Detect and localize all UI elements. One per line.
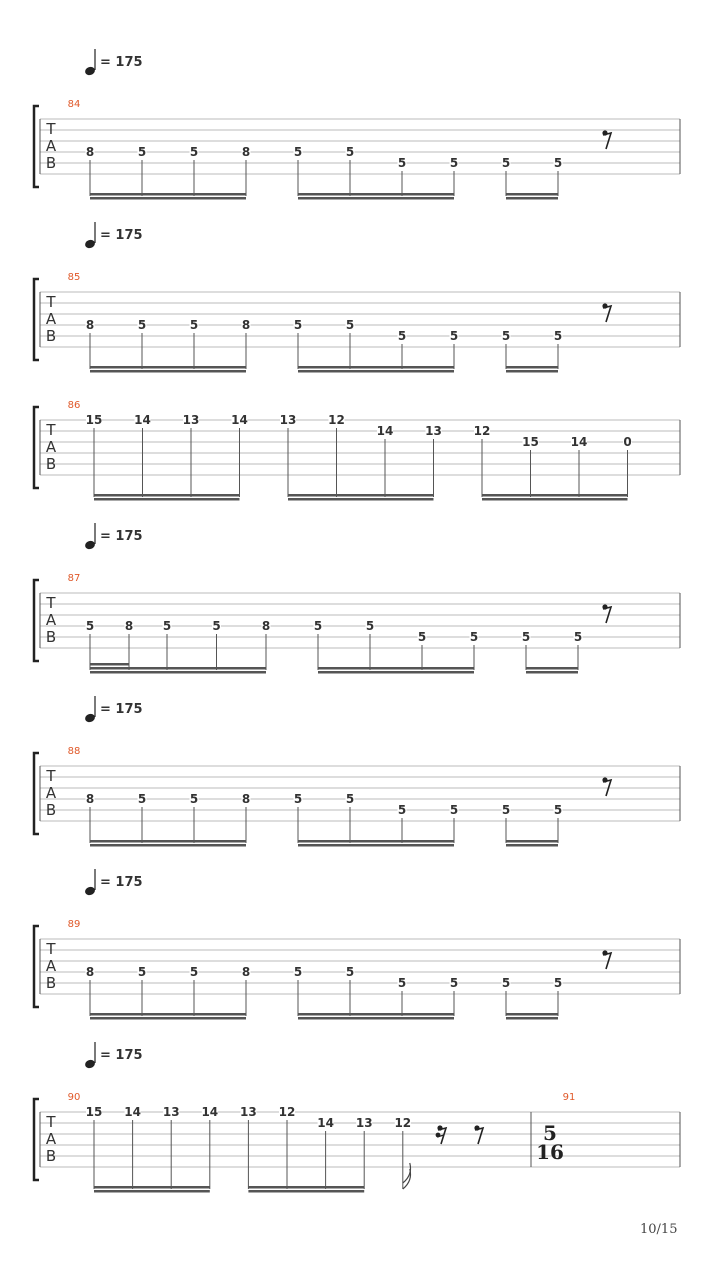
beam-primary xyxy=(94,1186,210,1189)
fret-number: 5 xyxy=(212,619,221,633)
fret-number: 8 xyxy=(85,145,95,159)
beam-secondary xyxy=(506,844,558,847)
beam-secondary xyxy=(90,1017,246,1020)
fret-number: 5 xyxy=(137,145,147,159)
beam-primary xyxy=(288,494,434,497)
fret-number: 12 xyxy=(473,424,491,438)
fret-number: 13 xyxy=(240,1105,257,1119)
measure-number: 91 xyxy=(562,1092,576,1103)
fret-number: 5 xyxy=(189,318,199,332)
fret-number: 5 xyxy=(501,156,511,170)
tab-clef-t: T xyxy=(46,120,56,138)
fret-number: 14 xyxy=(124,1105,141,1119)
tab-system xyxy=(34,407,680,501)
measure-number: 84 xyxy=(67,99,81,110)
fret-number: 5 xyxy=(313,619,323,633)
beam-primary xyxy=(298,1013,454,1016)
tempo-label: = 175 xyxy=(100,228,143,243)
fret-number: 8 xyxy=(85,965,95,979)
quarter-note-icon xyxy=(84,66,96,77)
fret-number: 5 xyxy=(189,145,199,159)
quarter-note-icon xyxy=(84,713,96,724)
beam-primary xyxy=(506,1013,558,1016)
fret-number: 5 xyxy=(521,630,531,644)
system-bracket xyxy=(34,1099,39,1180)
fret-number: 12 xyxy=(278,1105,296,1119)
system-bracket xyxy=(34,580,39,661)
eighth-rest-icon xyxy=(602,130,611,149)
tab-system xyxy=(34,49,680,200)
tempo-label: = 175 xyxy=(100,702,143,717)
tab-clef-b: B xyxy=(45,327,57,345)
tempo-label: = 175 xyxy=(100,529,143,544)
fret-number: 5 xyxy=(553,329,563,343)
tab-system xyxy=(34,696,680,847)
fret-number: 14 xyxy=(201,1105,219,1119)
fret-number: 13 xyxy=(279,413,297,427)
fret-number: 5 xyxy=(449,803,459,817)
tab-clef-b: B xyxy=(45,154,57,172)
tab-clef-b: B xyxy=(45,801,57,819)
fret-number: 8 xyxy=(85,318,95,332)
tempo-label: = 175 xyxy=(100,1048,143,1063)
beam-secondary xyxy=(94,498,240,501)
beam-secondary xyxy=(90,671,266,674)
fret-number: 5 xyxy=(449,156,459,170)
system-bracket xyxy=(34,106,39,187)
tab-clef-a: A xyxy=(45,957,57,975)
beam-secondary xyxy=(298,370,454,373)
beam-primary xyxy=(90,1013,246,1016)
tab-clef-t: T xyxy=(46,421,56,439)
fret-number: 5 xyxy=(189,792,199,806)
beam-secondary xyxy=(506,1017,558,1020)
tab-clef-t: T xyxy=(46,1113,56,1131)
fret-number: 14 xyxy=(317,1116,334,1130)
fret-number: 8 xyxy=(124,619,134,633)
tempo-label: = 175 xyxy=(100,875,143,890)
fret-number: 5 xyxy=(553,156,563,170)
fret-number: 15 xyxy=(85,1105,103,1119)
beam-primary xyxy=(90,366,246,369)
fret-number: 14 xyxy=(376,424,394,438)
fret-number: 12 xyxy=(394,1116,412,1130)
beam-primary xyxy=(90,840,246,843)
beam-secondary xyxy=(298,844,454,847)
beam-secondary xyxy=(482,498,628,501)
system-bracket xyxy=(34,753,39,834)
tab-clef-b: B xyxy=(45,455,57,473)
beam-secondary xyxy=(506,197,558,200)
fret-number: 5 xyxy=(449,329,459,343)
tab-system xyxy=(34,869,680,1020)
quarter-note-icon xyxy=(84,239,96,250)
fret-number: 5 xyxy=(137,965,147,979)
measure-number: 90 xyxy=(67,1092,81,1103)
tab-clef-b: B xyxy=(45,974,57,992)
eighth-rest-icon xyxy=(602,303,611,322)
beam-primary xyxy=(318,667,474,670)
tab-clef-a: A xyxy=(45,310,57,328)
beam-primary xyxy=(506,840,558,843)
rest-stroke xyxy=(475,1128,483,1144)
fret-number: 5 xyxy=(293,318,303,332)
beam-primary xyxy=(298,366,454,369)
fret-number: 5 xyxy=(417,630,427,644)
fret-number: 5 xyxy=(345,318,355,332)
time-signature-top: 5 xyxy=(543,1121,557,1145)
tab-clef-t: T xyxy=(46,940,56,958)
fret-number: 5 xyxy=(345,145,355,159)
tab-clef-a: A xyxy=(45,1130,57,1148)
tab-clef-b: B xyxy=(45,628,57,646)
page-number: 10/15 xyxy=(640,1222,678,1237)
fret-number: 5 xyxy=(137,318,147,332)
fret-number: 15 xyxy=(522,435,539,449)
beam-secondary xyxy=(318,671,474,674)
measure-number: 88 xyxy=(67,746,81,757)
tab-clef-a: A xyxy=(45,784,57,802)
time-signature-bottom: 16 xyxy=(536,1140,564,1164)
beam-tertiary xyxy=(90,663,129,666)
tab-clef-a: A xyxy=(45,438,57,456)
fret-number: 13 xyxy=(182,413,200,427)
fret-number: 5 xyxy=(189,965,199,979)
fret-number: 8 xyxy=(241,792,251,806)
tab-clef-a: A xyxy=(45,137,57,155)
fret-number: 5 xyxy=(365,619,375,633)
fret-number: 5 xyxy=(293,145,303,159)
fret-number: 8 xyxy=(241,965,251,979)
fret-number: 5 xyxy=(397,803,407,817)
beam-secondary xyxy=(90,844,246,847)
fret-number: 5 xyxy=(162,619,172,633)
measure-number: 87 xyxy=(67,573,81,584)
fret-number: 8 xyxy=(241,145,251,159)
beam-secondary xyxy=(506,370,558,373)
tab-clef-t: T xyxy=(46,767,56,785)
fret-number: 15 xyxy=(85,413,103,427)
measure-number: 89 xyxy=(67,919,81,930)
tab-clef-t: T xyxy=(46,594,56,612)
beam-primary xyxy=(248,1186,364,1189)
beam-secondary xyxy=(248,1190,364,1193)
fret-number: 13 xyxy=(425,424,442,438)
sixteenth-rest-icon xyxy=(436,1125,446,1144)
fret-number: 8 xyxy=(85,792,95,806)
beam-primary xyxy=(482,494,628,497)
beam-primary xyxy=(94,494,240,497)
fret-number: 5 xyxy=(573,630,583,644)
measure-number: 86 xyxy=(67,400,81,411)
tab-system xyxy=(34,523,680,674)
system-bracket xyxy=(34,407,39,488)
fret-number: 13 xyxy=(355,1116,373,1130)
eighth-rest-icon xyxy=(602,604,611,623)
fret-number: 5 xyxy=(397,329,407,343)
fret-number: 5 xyxy=(345,792,355,806)
fret-number: 8 xyxy=(241,318,251,332)
fret-number: 5 xyxy=(397,976,407,990)
system-bracket xyxy=(34,279,39,360)
beam-primary xyxy=(90,667,266,670)
fret-number: 5 xyxy=(501,329,511,343)
system-bracket xyxy=(34,926,39,1007)
measure-number: 85 xyxy=(67,272,81,283)
tab-system xyxy=(34,222,680,373)
beam-secondary xyxy=(90,197,246,200)
fret-number: 5 xyxy=(85,619,95,633)
beam-secondary xyxy=(90,370,246,373)
quarter-note-icon xyxy=(84,886,96,897)
fret-number: 14 xyxy=(570,435,588,449)
eighth-rest-icon xyxy=(602,950,611,969)
beam-primary xyxy=(526,667,578,670)
tempo-label: = 175 xyxy=(100,55,143,70)
fret-number: 5 xyxy=(449,976,459,990)
fret-number: 14 xyxy=(231,413,248,427)
fret-number: 14 xyxy=(134,413,151,427)
beam-primary xyxy=(298,193,454,196)
fret-number: 5 xyxy=(293,965,303,979)
fret-number: 5 xyxy=(469,630,479,644)
fret-number: 8 xyxy=(261,619,271,633)
eighth-rest-icon xyxy=(474,1125,483,1144)
beam-secondary xyxy=(288,498,434,501)
fret-number: 12 xyxy=(328,413,345,427)
tab-clef-t: T xyxy=(46,293,56,311)
tab-clef-b: B xyxy=(45,1147,57,1165)
fret-number: 0 xyxy=(623,435,632,449)
beam-secondary xyxy=(526,671,578,674)
fret-number: 5 xyxy=(137,792,147,806)
fret-number: 5 xyxy=(345,965,355,979)
fret-number: 5 xyxy=(553,976,563,990)
tab-clef-a: A xyxy=(45,611,57,629)
beam-primary xyxy=(298,840,454,843)
fret-number: 5 xyxy=(293,792,303,806)
fret-number: 13 xyxy=(162,1105,180,1119)
eighth-rest-icon xyxy=(602,777,611,796)
fret-number: 5 xyxy=(501,976,511,990)
fret-number: 5 xyxy=(553,803,563,817)
quarter-note-icon xyxy=(84,540,96,551)
quarter-note-icon xyxy=(84,1059,96,1070)
beam-primary xyxy=(90,193,246,196)
beam-secondary xyxy=(94,1190,210,1193)
beam-secondary xyxy=(298,1017,454,1020)
beam-secondary xyxy=(298,197,454,200)
beam-primary xyxy=(506,366,558,369)
beam-primary xyxy=(506,193,558,196)
fret-number: 5 xyxy=(397,156,407,170)
fret-number: 5 xyxy=(501,803,511,817)
